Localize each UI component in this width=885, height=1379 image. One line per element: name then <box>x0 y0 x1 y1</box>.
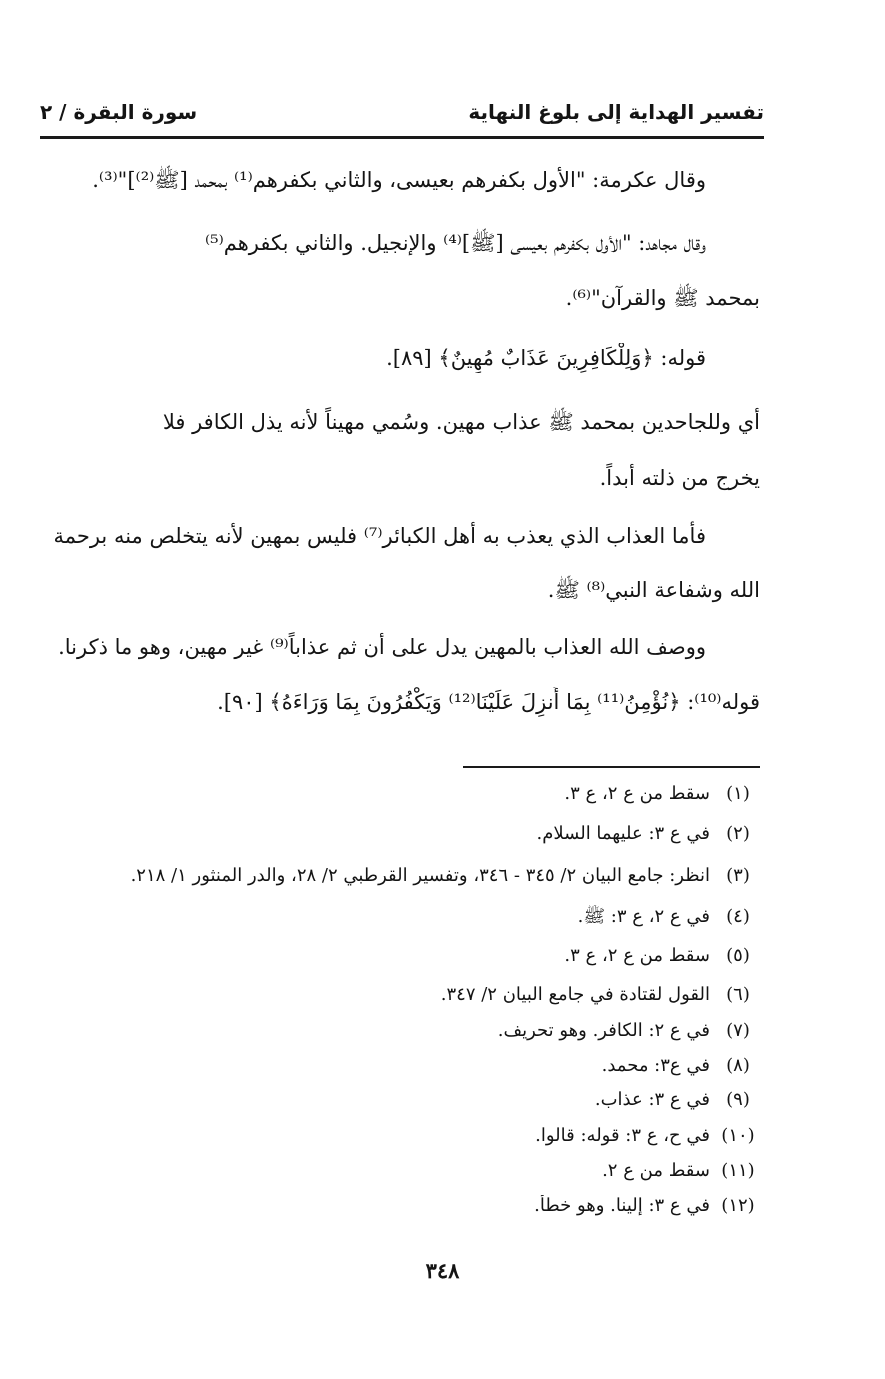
footnote-text: سقط من ع ٢، ع ٣. <box>564 945 710 966</box>
footnote-text: في ع ٣: إلينا. وهو خطأ. <box>534 1195 710 1216</box>
footnote <box>40 1195 766 1225</box>
paragraph-line: يخرج من ذلته أبداً. <box>599 466 760 490</box>
footnote-text: في ح، ع ٣: قوله: قالوا. <box>535 1125 710 1146</box>
footnote <box>40 1160 766 1190</box>
page-number: ٣٤٨ <box>425 1258 460 1283</box>
paragraph-line: وقال مجاهد: "الأول بكفرهم بعيسى [ﷺ]⁽⁴⁾ والإنجيل. والثاني بكفرهم⁽⁵⁾ <box>204 231 706 255</box>
footnote-divider <box>463 766 760 768</box>
quran-verse-line: قوله⁽¹⁰⁾: ﴿نُؤْمِنُ⁽¹¹⁾ بِمَا أُنزِلَ عَلَيْنَا⁽¹²⁾ وَيَكْفُرُونَ بِمَا وَرَاءَهُ﴾ [٩٠]. <box>217 690 760 714</box>
paragraph-line: وقال عكرمة: "الأول بكفرهم بعيسى، والثاني بكفرهم⁽¹⁾ بمحمد [ﷺ⁽²⁾]"⁽³⁾. <box>92 168 706 192</box>
paragraph-line: بمحمد ﷺ والقرآن"⁽⁶⁾. <box>565 286 760 310</box>
footnote-number: (٩) <box>726 1089 750 1110</box>
surah-name: سورة البقرة / ٢ <box>40 100 198 124</box>
footnote <box>40 984 766 1014</box>
paragraph-line: فأما العذاب الذي يعذب به أهل الكبائر⁽⁷⁾ فليس بمهين لأنه يتخلص منه برحمة <box>53 524 706 548</box>
footnote-number: (٧) <box>726 1020 750 1041</box>
footnote-number: (١) <box>726 783 750 804</box>
footnote <box>40 1020 766 1050</box>
footnote-text: انظر: جامع البيان ٢/ ٣٤٥ - ٣٤٦، وتفسير القرطبي ٢/ ٢٨، والدر المنثور ١/ ٢١٨. <box>130 865 710 886</box>
footnote <box>40 945 766 975</box>
footnote-number: (٦) <box>726 984 750 1005</box>
running-header <box>40 92 764 132</box>
footnote <box>40 783 766 813</box>
footnote-text: في ع٣: محمد. <box>601 1055 710 1076</box>
footnote <box>40 1125 766 1155</box>
footnote <box>40 905 766 935</box>
footnote-text: في ع ٣: عليهما السلام. <box>536 823 710 844</box>
paragraph-line: أي وللجاحدين بمحمد ﷺ عذاب مهين. وسُمي مهيناً لأنه يذل الكافر فلا <box>162 410 760 434</box>
footnote-number: (٢) <box>726 823 750 844</box>
footnote-text: في ع ٢، ع ٣: ﷺ. <box>577 906 710 927</box>
footnote <box>40 823 766 853</box>
footnote-number: (٤) <box>726 906 750 927</box>
footnote-text: القول لقتادة في جامع البيان ٢/ ٣٤٧. <box>440 984 710 1005</box>
footnote-text: سقط من ع ٢، ع ٣. <box>564 783 710 804</box>
footnote <box>40 865 766 895</box>
paragraph-line: الله وشفاعة النبي⁽⁸⁾ ﷺ. <box>547 578 760 602</box>
book-title: تفسير الهداية إلى بلوغ النهاية <box>468 100 764 124</box>
footnote-number: (٣) <box>726 865 750 886</box>
footnote <box>40 1089 766 1119</box>
header-divider <box>40 136 764 139</box>
paragraph-line: ووصف الله العذاب بالمهين يدل على أن ثم عذاباً⁽⁹⁾ غير مهين، وهو ما ذكرنا. <box>58 635 706 659</box>
footnote-number: (٨) <box>726 1055 750 1076</box>
footnote-number: (١٠) <box>721 1125 755 1146</box>
footnote-number: (١١) <box>721 1160 755 1181</box>
footnote-text: سقط من ع ٢. <box>602 1160 710 1181</box>
footnote-text: في ع ٣: عذاب. <box>594 1089 710 1110</box>
footnote-number: (١٢) <box>721 1195 755 1216</box>
footnote <box>40 1055 766 1085</box>
footnote-text: في ع ٢: الكافر. وهو تحريف. <box>497 1020 710 1041</box>
quran-verse-line: قوله: ﴿وَلِلْكَافِرِينَ عَذَابٌ مُهِينٌ﴾ [٨٩]. <box>386 346 706 370</box>
footnote-number: (٥) <box>726 945 750 966</box>
